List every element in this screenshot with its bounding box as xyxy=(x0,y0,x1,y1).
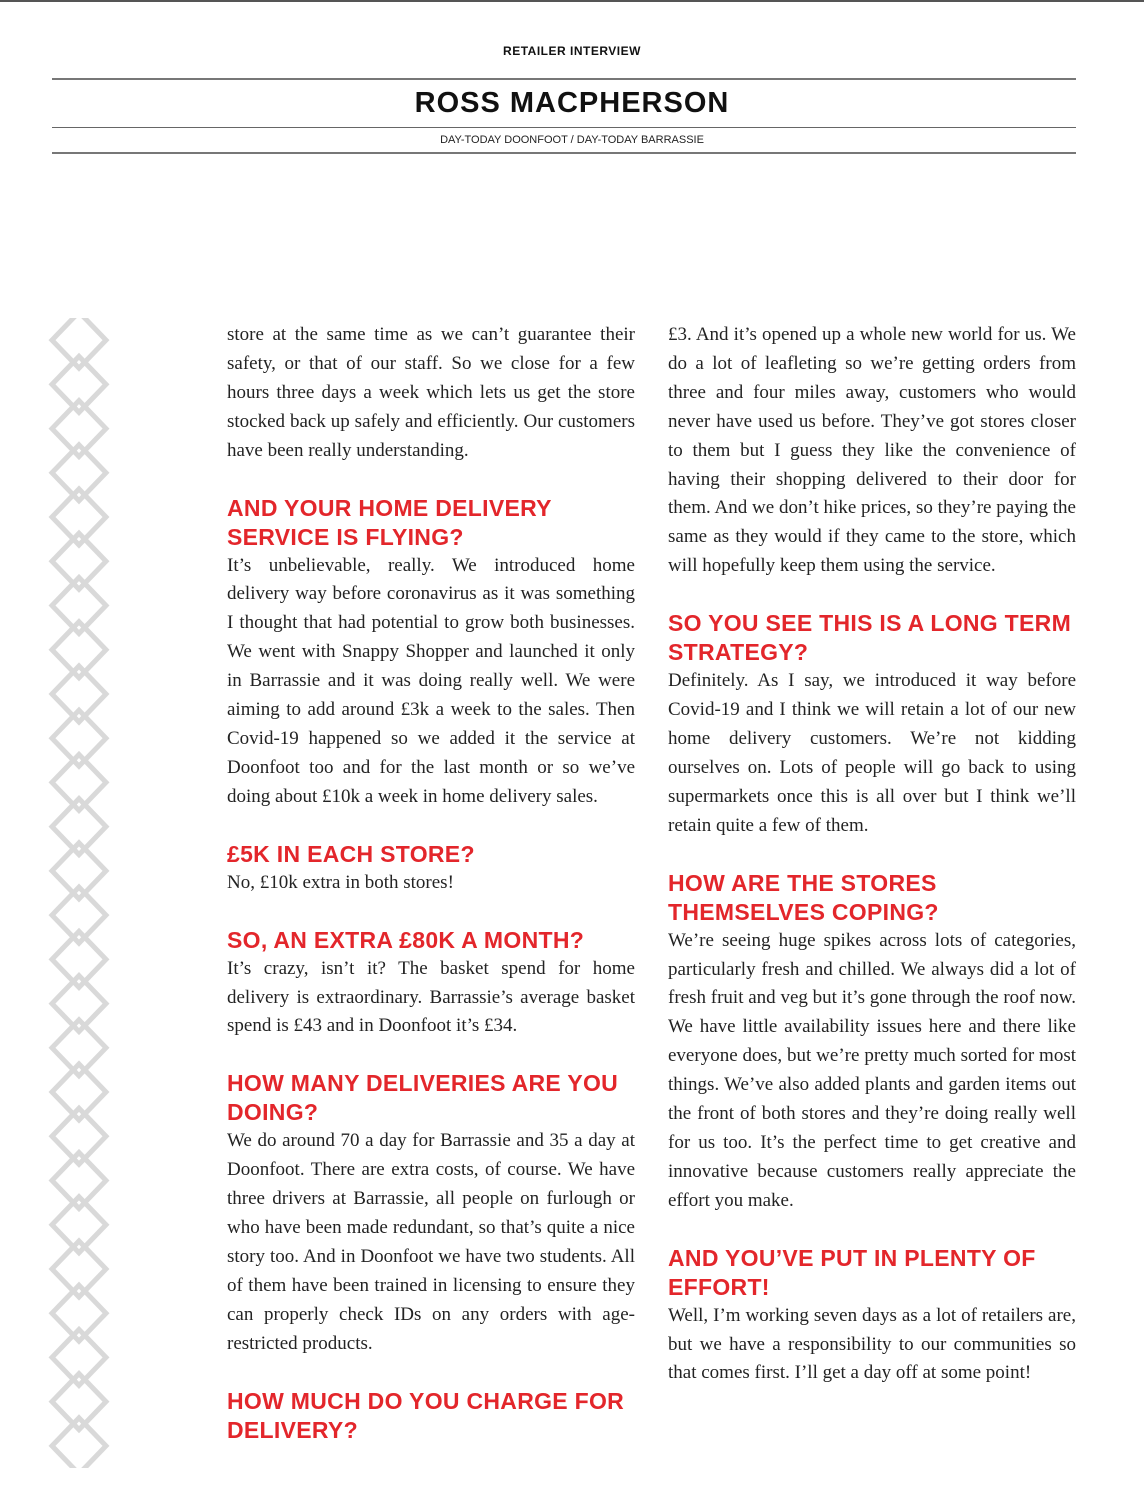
question-heading: AND YOUR HOME DELIVERY SERVICE IS FLYING? xyxy=(227,494,552,550)
section-spacer xyxy=(227,1041,635,1069)
diamond-pattern-decoration xyxy=(48,318,110,1468)
store-names: DAY-TODAY DOONFOOT / DAY-TODAY BARRASSIE xyxy=(440,134,704,146)
question-heading: SO, AN EXTRA £80K A MONTH? xyxy=(227,926,585,953)
top-border xyxy=(0,0,1144,2)
question-heading: HOW MANY DELIVERIES ARE YOU DOING? xyxy=(227,1070,619,1126)
section-spacer xyxy=(668,841,1076,869)
diamond-shape xyxy=(52,1418,106,1468)
article-column-right xyxy=(668,321,1076,1388)
question-heading: SO YOU SEE THIS IS A LONG TERM STRATEGY? xyxy=(668,610,1072,666)
answer-paragraph: £3. And it’s opened up a whole new world for us. We do a lot of leafleting so we’re getting orders from three and four miles away, customers who would never have used us before. They’ve got stores closer to them but I guess they like the convenience of having their shopping delivered to their door for them. And we don’t hike prices, so they’re paying the same as they would if they came to the store, which will hopefully keep them using the service. xyxy=(668,324,1076,577)
article-column-left xyxy=(227,321,635,1445)
answer-paragraph: Definitely. As I say, we introduced it way before Covid-19 and I think we will retain a lot of our new home delivery customers. We’re not kidding ourselves on. Lots of people will go back to using supermarkets once this is all over but I think we’ll retain quite a few of them. xyxy=(668,670,1076,836)
section-spacer xyxy=(668,581,1076,609)
section-spacer xyxy=(227,1359,635,1387)
answer-paragraph: Well, I’m working seven days as a lot of retailers are, but we have a responsibility to our communities so that comes first. I’ll get a day off at some point! xyxy=(668,1304,1076,1384)
answer-paragraph: It’s crazy, isn’t it? The basket spend for home delivery is extraordinary. Barrassie’s average basket spend is £43 and in Doonfoot it’s £34. xyxy=(227,957,635,1037)
answer-paragraph: We’re seeing huge spikes across lots of categories, particularly fresh and chilled. We always did a lot of fresh fruit and veg but it’s gone through the roof now. We have little availability issues here and there like everyone does, but we’re pretty much sorted for most things. We’ve also added plants and garden items out the front of both stores and they’re doing really well for us too. It’s the perfect time to get creative and innovative because customers really appreciate the effort you make. xyxy=(668,929,1076,1211)
interviewee-name: ROSS MACPHERSON xyxy=(414,87,730,119)
section-spacer xyxy=(668,1216,1076,1244)
diamond-shape xyxy=(52,318,106,368)
answer-paragraph: No, £10k extra in both stores! xyxy=(227,871,454,893)
section-spacer xyxy=(227,812,635,840)
question-heading: HOW MUCH DO YOU CHARGE FOR DELIVERY? xyxy=(227,1387,625,1443)
answer-paragraph: We do around 70 a day for Barrassie and 35 a day at Doonfoot. There are extra costs, of course. We have three drivers at Barrassie, all people on furlough or who have been made redundant, so that’s quite a nice story too. And in Doonfoot we have two students. All of them have been trained in licensing to ensure they can properly check IDs on any orders with age-restricted products. xyxy=(227,1130,635,1354)
question-heading: £5K IN EACH STORE? xyxy=(227,840,475,867)
answer-paragraph: store at the same time as we can’t guarantee their safety, or that of our staff. So we close for a few hours three days a week which lets us get the store stocked back up safely and efficiently. Our customers have been really understanding. xyxy=(227,324,635,461)
section-spacer xyxy=(227,466,635,494)
header-rule-bottom xyxy=(52,152,1076,154)
header-rule-middle xyxy=(52,127,1076,128)
answer-paragraph: It’s unbelievable, really. We introduced home delivery way before coronavirus as it was something I thought that had potential to grow both businesses. We went with Snappy Shopper and launched it only in Barrassie and it was doing really well. We were aiming to add around £3k a week to the sales. Then Covid-19 happened so we added it the service at Doonfoot too and for the last month or so we’ve doing about £10k a week in home delivery sales. xyxy=(227,554,635,807)
section-spacer xyxy=(227,898,635,926)
header-rule-top xyxy=(52,78,1076,80)
section-kicker: RETAILER INTERVIEW xyxy=(503,44,641,58)
question-heading: AND YOU’VE PUT IN PLENTY OF EFFORT! xyxy=(668,1244,1036,1300)
question-heading: HOW ARE THE STORES THEMSELVES COPING? xyxy=(668,869,939,925)
